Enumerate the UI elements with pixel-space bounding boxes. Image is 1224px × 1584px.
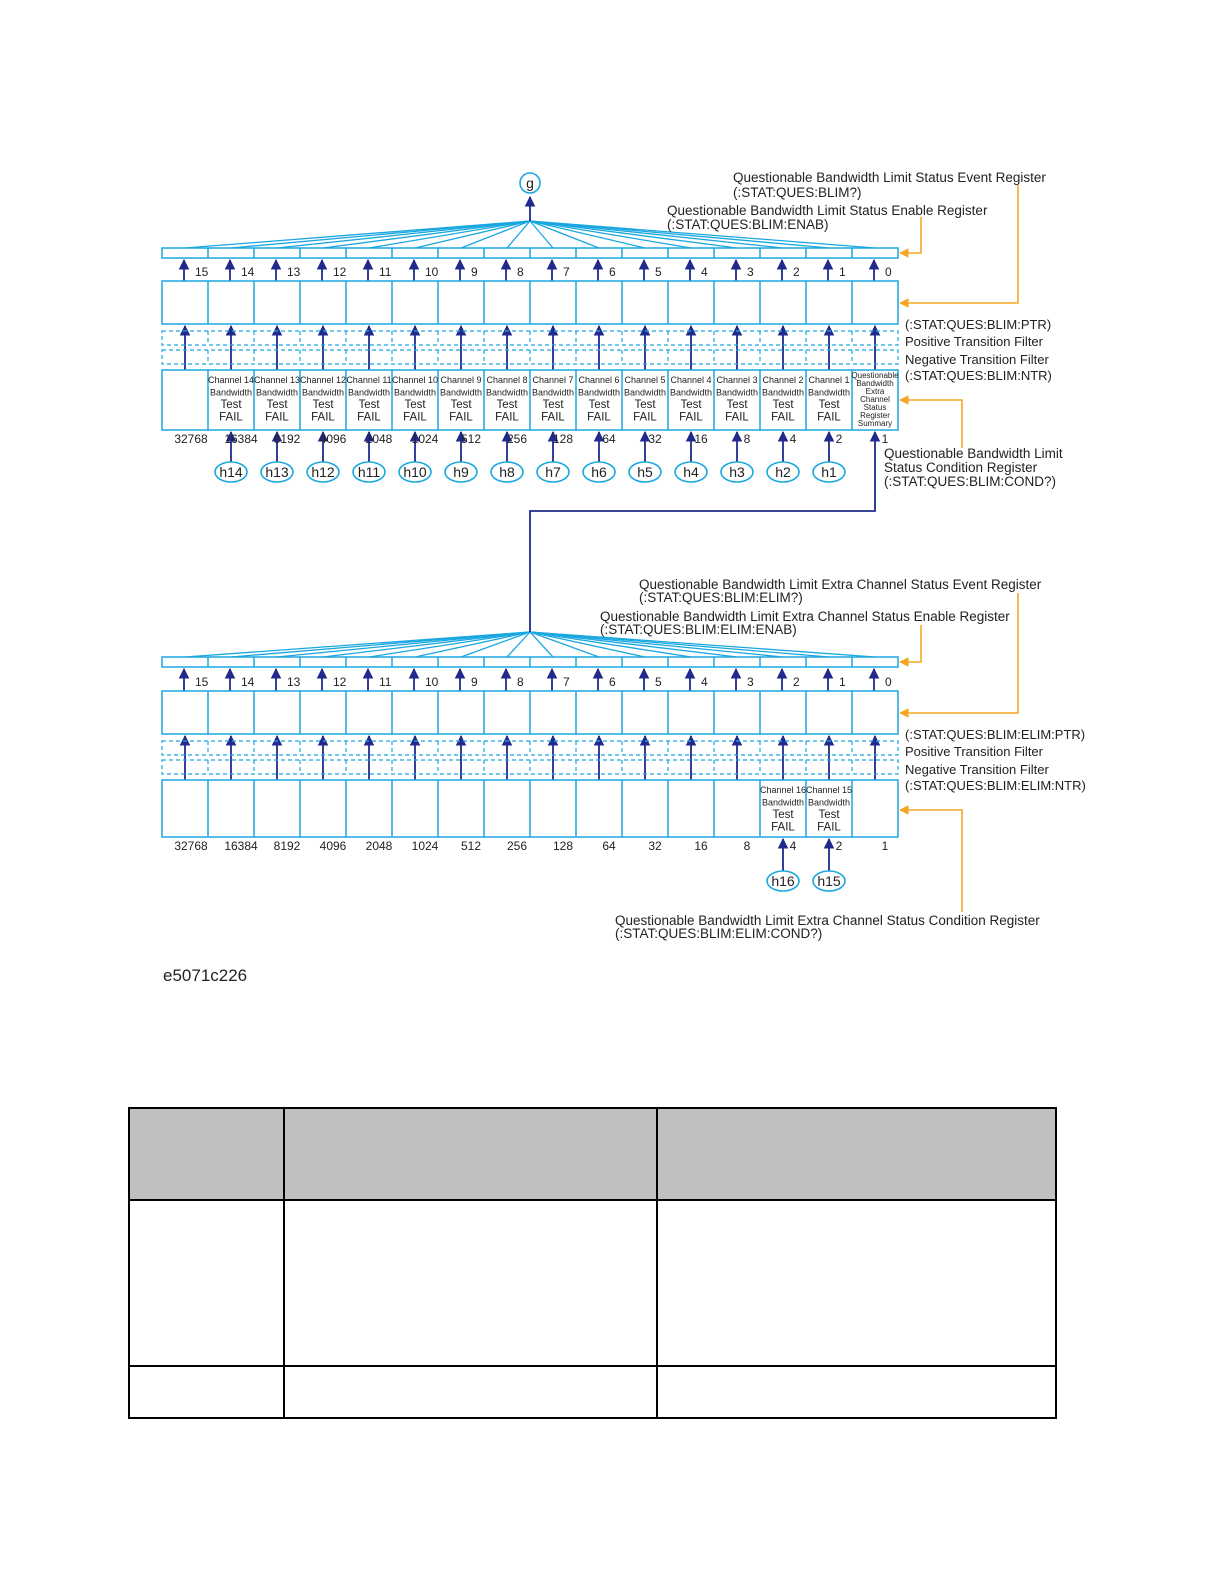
cell-text: FAIL [771,411,795,424]
cell-text: Channel 12 [299,375,347,385]
cell-text: Bandwidth [439,387,483,398]
cell-text: Channel 2 [762,375,804,385]
cell-text: FAIL [265,411,289,424]
cell-text: Channel 14 [207,375,255,385]
enable-register-title: Questionable Bandwidth Limit Extra Channel Status Enable Register [600,609,1010,624]
cell-text: Channel 6 [578,375,620,385]
cell-text: FAIL [725,411,749,424]
enable-register-title: Questionable Bandwidth Limit Status Enable Register [667,203,988,218]
bit-weight: 8 [743,839,751,853]
cell-text: Bandwidth [347,387,391,398]
bit-weight: 32 [648,839,662,853]
event-register-title: Questionable Bandwidth Limit Extra Channel Status Event Register [639,577,1042,592]
pointer-line [900,810,962,912]
input-label: h5 [637,464,653,480]
bit-weight: 4 [789,432,797,446]
cell-text: Bandwidth [255,387,299,398]
bit-weight: 256 [506,839,528,853]
bit-number: 0 [885,675,892,689]
cell-text: Bandwidth [485,387,529,398]
input-label: h10 [403,464,427,480]
bit-number: 15 [195,675,209,689]
pointer-line [900,625,921,662]
bit-weight: 2 [835,432,843,446]
bit-weight: 128 [552,839,574,853]
summary-fan-line [231,221,530,248]
cell-text: Status [863,403,887,412]
cell-text: FAIL [633,411,657,424]
cell-text: Channel [860,395,890,404]
bit-number: 6 [609,265,616,279]
bit-weight: 16384 [224,432,258,446]
bit-number: 1 [839,265,846,279]
cell-text: Test [588,399,610,411]
cell-text: Bandwidth [669,387,713,398]
cell-text: Channel 10 [391,375,439,385]
bit-weight: 16 [694,839,708,853]
input-label: h8 [499,464,515,480]
pointer-line [900,400,962,448]
input-label: h13 [265,464,289,480]
bit-number: 11 [379,675,392,689]
cell-text: Test [450,399,472,411]
bit-number: 8 [517,265,524,279]
bit-number: 6 [609,675,616,689]
input-label: h15 [817,873,841,889]
table-cell [129,1366,284,1418]
ntr-label: (:STAT:QUES:BLIM:ELIM:NTR) [905,778,1086,793]
bit-weight: 4096 [319,839,347,853]
ntr-label: (:STAT:QUES:BLIM:NTR) [905,368,1052,383]
bit-weight: 2 [835,839,843,853]
bit-weight: 32768 [174,839,208,853]
bit-number: 5 [655,675,662,689]
table-cell [284,1200,657,1366]
cell-text: FAIL [679,411,703,424]
bit-weight: 1 [881,839,889,853]
bit-number: 7 [563,675,570,689]
bit-weight: 1024 [411,432,439,446]
bit-weight: 1 [881,432,889,446]
bit-weight: 8 [743,432,751,446]
summary-node-label: g [526,175,534,191]
cell-text: Test [680,399,702,411]
ptr-label: (:STAT:QUES:BLIM:PTR) [905,317,1052,332]
cell-text: Channel 1 [808,375,850,385]
cell-text: FAIL [403,411,427,424]
bit-number: 15 [195,265,209,279]
bit-weight: 64 [602,432,616,446]
cell-text: Bandwidth [761,387,805,398]
condition-register-command: (:STAT:QUES:BLIM:ELIM:COND?) [615,926,823,941]
cell-text: Channel 11 [346,375,392,385]
input-label: h16 [771,873,795,889]
cell-text: FAIL [311,411,335,424]
cell-text: Questionable [851,371,899,380]
input-label: h3 [729,464,745,480]
bit-weight: 8192 [273,432,301,446]
positive-filter-label: Positive Transition Filter [905,334,1043,349]
cell-text: Channel 9 [440,375,482,385]
condition-register-command: (:STAT:QUES:BLIM:COND?) [884,474,1057,489]
summary-fan-line [369,221,530,248]
event-register-command: (:STAT:QUES:BLIM?) [733,185,862,200]
cell-text: Bandwidth [715,387,759,398]
bit-number: 13 [287,675,301,689]
cell-text: Bandwidth [209,387,253,398]
bit-number: 3 [747,265,754,279]
table-cell [657,1200,1056,1366]
input-label: h14 [219,464,243,480]
bit-number: 13 [287,265,301,279]
bit-number: 12 [333,265,347,279]
cell-text: Test [266,399,288,411]
bit-weight: 128 [552,432,574,446]
cell-text: Test [496,399,518,411]
cell-text: Test [772,399,794,411]
cell-text: Bandwidth [623,387,667,398]
enable-register-command: (:STAT:QUES:BLIM:ELIM:ENAB) [600,622,797,637]
cell-text: Bandwidth [807,797,851,808]
cell-text: Register [860,411,890,420]
summary-fan-line [231,632,530,657]
condition-register-title: Questionable Bandwidth Limit [884,446,1063,461]
table-header-row [129,1108,1056,1200]
cell-text: Channel 15 [805,785,853,795]
cell-text: Test [634,399,656,411]
cell-text: FAIL [587,411,611,424]
cell-text: FAIL [817,411,841,424]
input-label: h6 [591,464,607,480]
input-label: h11 [357,464,381,480]
cell-text: Test [404,399,426,411]
bit-number: 8 [517,675,524,689]
cell-text: Summary [857,419,893,428]
bit-number: 9 [471,675,478,689]
bit-weight: 512 [460,839,482,853]
summary-fan-line [277,632,530,657]
bit-number: 4 [701,675,708,689]
positive-filter-label: Positive Transition Filter [905,744,1043,759]
cell-text: Bandwidth [577,387,621,398]
event-register-command: (:STAT:QUES:BLIM:ELIM?) [639,590,803,605]
bit-weight: 16384 [224,839,258,853]
bit-weight: 1024 [411,839,439,853]
cell-text: Channel 16 [759,785,807,795]
input-label: h2 [775,464,791,480]
bit-weight: 4 [789,839,797,853]
input-label: h9 [453,464,469,480]
bit-weight: 32768 [174,432,208,446]
cell-text: Bandwidth [856,379,894,388]
bit-number: 4 [701,265,708,279]
table-cell [284,1366,657,1418]
cell-text: Test [358,399,380,411]
bit-weight: 2048 [365,432,393,446]
condition-register-title: Questionable Bandwidth Limit Extra Channel Status Condition Register [615,913,1040,928]
cell-text: FAIL [771,821,795,834]
cell-text: FAIL [219,411,243,424]
bit-number: 0 [885,265,892,279]
cell-text: FAIL [495,411,519,424]
cell-text: Bandwidth [531,387,575,398]
event-register-title: Questionable Bandwidth Limit Status Event Register [733,170,1046,185]
cell-text: Test [818,399,840,411]
bit-weight: 512 [460,432,482,446]
bit-weight: 32 [648,432,662,446]
cell-text: Test [726,399,748,411]
cell-text: Channel 8 [486,375,528,385]
bit-number: 14 [241,675,255,689]
table-cell [657,1366,1056,1418]
input-label: h4 [683,464,699,480]
bit-weight: 256 [506,432,528,446]
cell-text: Bandwidth [301,387,345,398]
bit-number: 2 [793,265,800,279]
bit-number: 11 [379,265,392,279]
bit-number: 5 [655,265,662,279]
negative-filter-label: Negative Transition Filter [905,762,1049,777]
bit-number: 10 [425,675,439,689]
bit-number: 10 [425,265,439,279]
cell-text: Channel 3 [716,375,758,385]
cell-text: Bandwidth [761,797,805,808]
cell-text: Test [542,399,564,411]
bit-weight: 16 [694,432,708,446]
cell-text: Bandwidth [807,387,851,398]
bit-number: 2 [793,675,800,689]
table-cell [129,1200,284,1366]
cell-text: Channel 7 [532,375,574,385]
bit-number: 1 [839,675,846,689]
table-row [129,1200,1056,1366]
enable-register-command: (:STAT:QUES:BLIM:ENAB) [667,217,829,232]
negative-filter-label: Negative Transition Filter [905,352,1049,367]
ptr-label: (:STAT:QUES:BLIM:ELIM:PTR) [905,727,1086,742]
cell-text: Channel 5 [624,375,666,385]
cell-text: FAIL [357,411,381,424]
bit-weight: 2048 [365,839,393,853]
table-cell [657,1108,1056,1200]
cell-text: Test [220,399,242,411]
bit-number: 9 [471,265,478,279]
cell-text: Channel 13 [253,375,301,385]
table-cell [284,1108,657,1200]
description-table [128,1107,1057,1419]
table-row [129,1366,1056,1418]
bit-weight: 8192 [273,839,301,853]
input-label: h12 [311,464,335,480]
cell-text: Test [312,399,334,411]
pointer-line [900,217,921,253]
figure-label: e5071c226 [163,966,248,985]
cell-text: FAIL [449,411,473,424]
summary-fan-line [369,632,530,657]
bit-number: 7 [563,265,570,279]
cell-text: Channel 4 [670,375,712,385]
bit-number: 12 [333,675,347,689]
cell-text: Test [772,809,794,821]
cell-text: FAIL [541,411,565,424]
cell-text: FAIL [817,821,841,834]
bit-number: 3 [747,675,754,689]
cell-text: Test [818,809,840,821]
bit-weight: 4096 [319,432,347,446]
summary-fan-line [277,221,530,248]
input-label: h7 [545,464,561,480]
condition-register-title: Status Condition Register [884,460,1038,475]
cell-text: Extra [865,387,885,396]
bit-weight: 64 [602,839,616,853]
cell-text: Bandwidth [393,387,437,398]
bit-number: 14 [241,265,255,279]
input-label: h1 [821,464,837,480]
table-cell [129,1108,284,1200]
